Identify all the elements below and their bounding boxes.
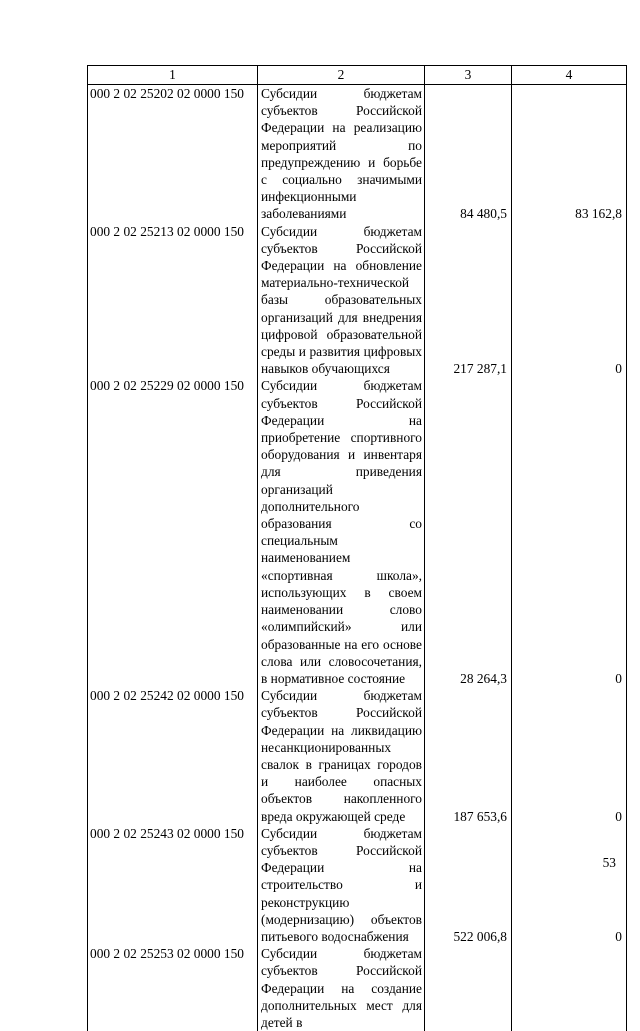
budget-code: 000 2 02 25243 02 0000 150 bbox=[88, 825, 258, 945]
amount-col-3: 84 480,5 bbox=[425, 85, 512, 223]
amount-col-4: 0 bbox=[512, 377, 627, 687]
subsidy-description: Субсидии бюджетам субъектов Российской Федерации на строительство и реконструкцию (модернизацию) объектов питьевого водоснабжения bbox=[258, 825, 425, 945]
budget-table bbox=[87, 65, 627, 1031]
subsidy-description: Субсидии бюджетам субъектов Российской Федерации на ликвидацию несанкционированных свалок в границах городов и наиболее опасных объектов накопленного вреда окружающей среде bbox=[258, 687, 425, 825]
amount-col-4: 83 162,8 bbox=[512, 85, 627, 223]
table-header bbox=[88, 66, 627, 85]
table-row bbox=[88, 825, 627, 945]
amount-col-3: 522 006,8 bbox=[425, 825, 512, 945]
table-row bbox=[88, 945, 627, 1031]
budget-code: 000 2 02 25202 02 0000 150 bbox=[88, 85, 258, 223]
amount-col-4: 0 bbox=[512, 687, 627, 825]
table-body bbox=[88, 85, 627, 1031]
header-row bbox=[88, 66, 627, 85]
header-col-3: 3 bbox=[425, 66, 512, 85]
header-col-4: 4 bbox=[512, 66, 627, 85]
table-row bbox=[88, 85, 627, 223]
subsidy-description: Субсидии бюджетам субъектов Российской Федерации на приобретение спортивного оборудования и инвентаря для приведения организаций дополнительного образования со специальным наименованием «спортивная школа», использующих в своем наименовании слово «олимпийский» или образованные на его основе слова или словосочетания, в нормативное состояние bbox=[258, 377, 425, 687]
budget-code: 000 2 02 25242 02 0000 150 bbox=[88, 687, 258, 825]
subsidy-description: Субсидии бюджетам субъектов Российской Федерации на обновление материально-технической базы образовательных организаций для внедрения цифровой образовательной среды и развития цифровых навыков обучающихся bbox=[258, 223, 425, 378]
table-row bbox=[88, 687, 627, 825]
header-col-1: 1 bbox=[88, 66, 258, 85]
amount-col-3: 28 264,3 bbox=[425, 377, 512, 687]
amount-col-4: 0 bbox=[512, 825, 627, 945]
amount-col-3: 217 287,1 bbox=[425, 223, 512, 378]
amount-col-4: 0 bbox=[512, 223, 627, 378]
subsidy-description: Субсидии бюджетам субъектов Российской Федерации на реализацию мероприятий по предупреждению и борьбе с социально значимыми инфекционными заболеваниями bbox=[258, 85, 425, 223]
header-col-2: 2 bbox=[258, 66, 425, 85]
amount-col-3: 187 653,6 bbox=[425, 687, 512, 825]
budget-code: 000 2 02 25253 02 0000 150 bbox=[88, 945, 258, 1031]
table-row bbox=[88, 377, 627, 687]
budget-code: 000 2 02 25229 02 0000 150 bbox=[88, 377, 258, 687]
amount-col-4 bbox=[512, 945, 627, 1031]
page-number: 53 bbox=[603, 855, 616, 871]
amount-col-3 bbox=[425, 945, 512, 1031]
subsidy-description: Субсидии бюджетам субъектов Российской Федерации на создание дополнительных мест для детей в bbox=[258, 945, 425, 1031]
table-row bbox=[88, 223, 627, 378]
budget-code: 000 2 02 25213 02 0000 150 bbox=[88, 223, 258, 378]
